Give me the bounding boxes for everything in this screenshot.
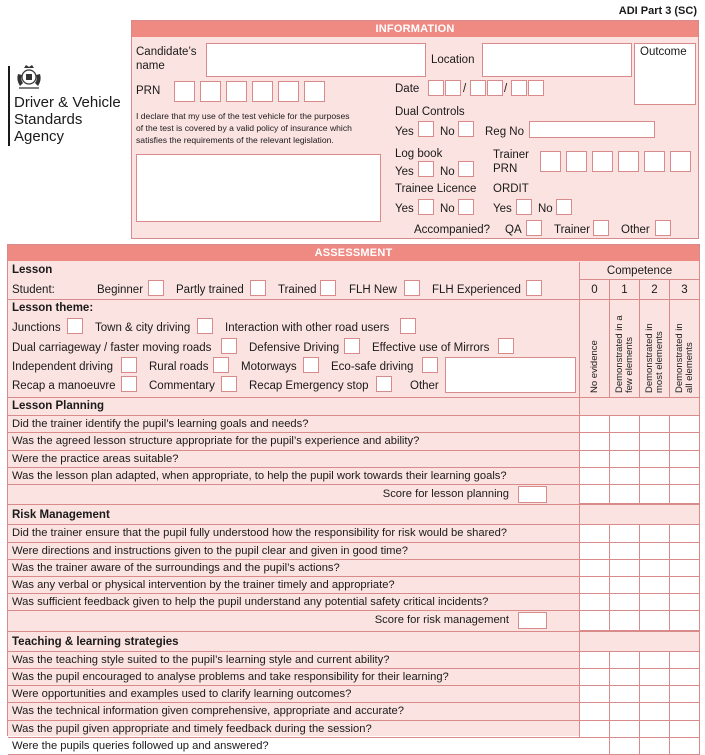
competence-desc-3a: Demonstrated in [674,323,685,393]
trainer-prn-digit-1[interactable] [540,151,561,172]
teaching-question: Was the pupil encouraged to analyse problems and take responsibility for their learning? [12,671,449,683]
theme-other-label: Other [410,380,439,392]
trainer-prn-digit-3[interactable] [592,151,613,172]
theme-independent-label: Independent driving [12,361,114,373]
teaching-score-cell-1[interactable] [610,738,640,755]
accompanied-trainer-checkbox[interactable] [593,220,609,236]
student-option-flh-new-label: FLH New [349,284,397,296]
risk-management-question: Did the trainer ensure that the pupil fully understood how the responsibility for risk would be shared? [12,527,508,540]
student-option-partly-trained-checkbox[interactable] [250,280,266,296]
lesson-planning-score-cell-3[interactable] [670,433,700,450]
theme-town-city-label: Town & city driving [95,322,191,334]
lesson-theme-label: Lesson theme: [12,302,94,314]
trainer-prn-digit-6[interactable] [670,151,691,172]
theme-commentary-checkbox[interactable] [221,376,237,392]
teaching-score-cell-3[interactable] [670,669,700,686]
risk-management-total-cell-1[interactable] [610,611,640,630]
agency-name-line3: Agency [14,128,65,145]
teaching-question: Were the pupils queries followed up and answered? [12,739,269,752]
risk-management-total-cell-2[interactable] [640,611,670,630]
lesson-planning-score-cell-0[interactable] [580,416,610,433]
risk-management-score-cell-3[interactable] [670,525,700,542]
theme-rural-checkbox[interactable] [213,357,229,373]
location-field[interactable] [482,43,632,77]
competence-desc-1a: Demonstrated in a [614,315,625,393]
lesson-planning-total-cell-1[interactable] [610,485,640,504]
student-option-flh-new-checkbox[interactable] [404,280,420,296]
risk-management-score-cell-0[interactable] [580,525,610,542]
theme-dual-carriageway-label: Dual carriageway / faster moving roads [12,342,212,354]
date-year-2[interactable] [528,80,544,96]
risk-management-score-cell-0[interactable] [580,594,610,611]
trainee-licence-yes-checkbox[interactable] [418,199,434,215]
teaching-score-cell-1[interactable] [610,703,640,720]
competence-score-2: 2 [651,284,658,296]
lesson-planning-score-cell-0[interactable] [580,433,610,450]
divider [609,279,610,397]
ordit-yes-label: Yes [493,203,512,215]
theme-junctions-checkbox[interactable] [67,318,83,334]
accompanied-label: Accompanied? [414,224,491,236]
theme-town-city-checkbox[interactable] [197,318,213,334]
theme-recap-emergency-label: Recap Emergency stop [249,380,369,392]
competence-desc-2a: Demonstrated in [644,323,655,393]
student-option-beginner-checkbox[interactable] [148,280,164,296]
lesson-planning-score-cell-2[interactable] [640,451,670,468]
theme-recap-manoeuvre-label: Recap a manoeuvre [12,380,116,392]
outcome-label: Outcome [640,46,687,58]
trainee-licence-label: Trainee Licence [395,183,477,195]
dual-controls-no-label: No [440,126,455,138]
date-month-2[interactable] [487,80,503,96]
log-book-yes-label: Yes [395,166,414,178]
theme-interaction-checkbox[interactable] [400,318,416,334]
competence-score-3: 3 [681,284,688,296]
theme-mirrors-label: Effective use of Mirrors [372,342,490,354]
trainer-prn-label-2: PRN [493,163,518,175]
trainer-prn-digit-5[interactable] [644,151,665,172]
risk-management-question: Was any verbal or physical intervention by the trainer timely and appropriate? [12,579,395,591]
risk-management-score-cell-0[interactable] [580,543,610,560]
risk-management-score-total-field[interactable] [518,612,547,629]
accompanied-trainer-label: Trainer [554,224,590,236]
assessment-header: ASSESSMENT [8,245,699,261]
date-day-1[interactable] [428,80,444,96]
date-label: Date [395,83,420,95]
dual-controls-no-checkbox[interactable] [458,121,474,137]
teaching-score-cell-3[interactable] [670,721,700,738]
lesson-planning-score-cell-2[interactable] [640,416,670,433]
lesson-planning-question: Was the lesson plan adapted, when appropriate, to help the pupil work towards their learning goals? [12,469,507,482]
lesson-planning-score-cell-2[interactable] [640,468,670,485]
teaching-score-cell-3[interactable] [670,738,700,755]
dual-controls-yes-label: Yes [395,126,414,138]
accompanied-qa-checkbox[interactable] [526,220,542,236]
ordit-no-label: No [538,203,553,215]
risk-management-score-cell-3[interactable] [670,543,700,560]
lesson-label: Lesson [12,264,53,276]
teaching-score-cell-3[interactable] [670,703,700,720]
date-year-1[interactable] [511,80,527,96]
teaching-score-cell-2[interactable] [640,738,670,755]
location-label: Location [431,54,475,66]
theme-independent-checkbox[interactable] [121,357,137,373]
declaration-line-3: satisfies the requirements of the relevant legislation. [136,135,334,145]
student-option-trained-label: Trained [278,284,317,296]
teaching-score-cell-0[interactable] [580,738,610,755]
risk-management-score-cell-2[interactable] [640,577,670,594]
theme-rural-label: Rural roads [149,361,209,373]
trainer-prn-digit-2[interactable] [566,151,587,172]
risk-management-score-cell-1[interactable] [610,577,640,594]
competence-score-0: 0 [591,284,598,296]
teaching-score-cell-1[interactable] [610,669,640,686]
assessment-panel [7,244,700,752]
theme-eco-checkbox[interactable] [422,357,438,373]
lesson-planning-score-cell-1[interactable] [610,433,640,450]
lesson-planning-score-cell-0[interactable] [580,468,610,485]
log-book-label: Log book [395,148,443,160]
date-month-1[interactable] [470,80,486,96]
lesson-planning-score-cell-1[interactable] [610,416,640,433]
theme-eco-label: Eco-safe driving [331,361,414,373]
lesson-planning-score-cell-0[interactable] [580,451,610,468]
trainee-licence-no-label: No [440,203,455,215]
theme-motorways-checkbox[interactable] [303,357,319,373]
lesson-planning-score-cell-1[interactable] [610,468,640,485]
accompanied-qa-label: QA [505,224,522,236]
teaching-score-cell-2[interactable] [640,652,670,669]
ordit-yes-checkbox[interactable] [516,199,532,215]
date-separator: / [504,83,508,95]
risk-management-score-cell-3[interactable] [670,577,700,594]
student-option-beginner-label: Beginner [97,284,144,296]
lesson-planning-score-cell-3[interactable] [670,451,700,468]
ordit-no-checkbox[interactable] [556,199,572,215]
risk-management-score-cell-2[interactable] [640,560,670,577]
student-option-flh-experienced-label: FLH Experienced [432,284,521,296]
lesson-planning-score-label: Score for lesson planning [382,488,509,500]
prn-digit-6[interactable] [304,81,325,102]
risk-management-total-cell-3[interactable] [670,611,700,630]
date-separator: / [463,83,467,95]
risk-management-score-cell-1[interactable] [610,543,640,560]
teaching-score-cell-0[interactable] [580,721,610,738]
teaching-score-cell-1[interactable] [610,652,640,669]
teaching-title: Teaching & learning strategies [12,635,179,648]
risk-management-question: Was sufficient feedback given to help the pupil understand any potential safety critical incidents? [12,596,489,609]
theme-motorways-label: Motorways [241,361,297,373]
divider [8,484,580,485]
crest-icon [14,64,44,90]
agency-name-line1: Driver & Vehicle [14,94,121,111]
theme-other-field[interactable] [445,357,576,393]
candidate-name-field[interactable] [206,43,426,77]
log-book-no-label: No [440,166,455,178]
declaration-line-1: I declare that my use of the test vehicle for the purposes [136,111,350,121]
student-option-flh-experienced-checkbox[interactable] [526,280,542,296]
risk-management-score-cell-2[interactable] [640,594,670,611]
theme-interaction-label: Interaction with other road users [225,322,390,334]
competence-desc-2b: most elements [654,331,665,393]
accompanied-other-label: Other [621,224,650,236]
theme-junctions-label: Junctions [12,322,61,334]
prn-digit-4[interactable] [252,81,273,102]
divider [8,504,700,505]
risk-management-score-cell-0[interactable] [580,560,610,577]
competence-score-1: 1 [621,284,628,296]
competence-desc-3b: all elements [684,342,695,393]
lesson-planning-title: Lesson Planning [12,400,105,412]
student-label: Student: [12,284,55,296]
lesson-planning-question: Were the practice areas suitable? [12,452,179,465]
divider [8,610,580,611]
teaching-score-cell-0[interactable] [580,669,610,686]
theme-recap-emergency-checkbox[interactable] [376,376,392,392]
risk-management-total-cell-0[interactable] [580,611,610,630]
information-panel [131,20,699,239]
accompanied-other-checkbox[interactable] [655,220,671,236]
teaching-question: Was the pupil given appropriate and timely feedback during the session? [12,722,372,735]
risk-management-score-cell-1[interactable] [610,594,640,611]
teaching-score-cell-0[interactable] [580,703,610,720]
risk-management-score-cell-3[interactable] [670,560,700,577]
divider [8,631,700,632]
risk-management-score-cell-1[interactable] [610,560,640,577]
declaration-line-2: of the test is covered by a valid policy of insurance which [136,123,352,133]
lesson-planning-total-cell-3[interactable] [670,485,700,504]
information-header: INFORMATION [132,21,698,37]
teaching-score-cell-0[interactable] [580,686,610,703]
theme-defensive-label: Defensive Driving [249,342,340,354]
log-book-no-checkbox[interactable] [458,161,474,177]
risk-management-question: Was the trainer aware of the surroundings and the pupil’s actions? [12,561,340,574]
reg-no-field[interactable] [529,121,655,138]
dual-controls-yes-checkbox[interactable] [418,121,434,137]
candidate-name-label-2: name [136,60,165,72]
trainee-licence-no-checkbox[interactable] [458,199,474,215]
candidate-name-label: Candidate’s [136,46,197,58]
ordit-label: ORDIT [493,183,529,195]
divider [639,279,640,397]
competence-desc-0: No evidence [589,340,600,393]
theme-dual-carriageway-checkbox[interactable] [221,338,237,354]
trainer-prn-label: Trainer [493,149,529,161]
risk-management-score-cell-3[interactable] [670,594,700,611]
reg-no-label: Reg No [485,126,524,138]
risk-management-score-cell-2[interactable] [640,543,670,560]
lesson-planning-total-cell-2[interactable] [640,485,670,504]
signature-field[interactable] [136,154,381,222]
teaching-score-cell-2[interactable] [640,686,670,703]
risk-management-score-label: Score for risk management [374,614,509,627]
teaching-score-cell-2[interactable] [640,669,670,686]
lesson-planning-score-cell-2[interactable] [640,433,670,450]
logo-rule [8,66,10,146]
lesson-planning-question: Was the agreed lesson structure appropriate for the pupil’s experience and ability? [12,435,420,448]
teaching-question: Was the technical information given comprehensive, appropriate and accurate? [12,705,404,718]
prn-digit-1[interactable] [174,81,195,102]
prn-label: PRN [136,85,161,97]
trainer-prn-digit-4[interactable] [618,151,639,172]
theme-commentary-label: Commentary [149,380,215,392]
teaching-question: Were opportunities and examples used to clarify learning outcomes? [12,688,352,701]
risk-management-score-cell-1[interactable] [610,525,640,542]
theme-defensive-checkbox[interactable] [344,338,360,354]
divider [8,299,579,300]
prn-digit-2[interactable] [200,81,221,102]
agency-name-line2: Standards [14,111,83,128]
teaching-question: Was the teaching style suited to the pupil’s learning style and current ability? [12,653,390,666]
theme-recap-manoeuvre-checkbox[interactable] [121,376,137,392]
risk-management-question: Were directions and instructions given to the pupil clear and given in good time? [12,544,408,557]
teaching-score-cell-3[interactable] [670,652,700,669]
teaching-score-cell-3[interactable] [670,686,700,703]
lesson-planning-score-cell-3[interactable] [670,468,700,485]
student-option-trained-checkbox[interactable] [320,280,336,296]
form-reference: ADI Part 3 (SC) [618,5,697,17]
lesson-planning-score-cell-1[interactable] [610,451,640,468]
competence-label: Competence [606,265,673,277]
teaching-score-cell-1[interactable] [610,721,640,738]
lesson-planning-score-cell-3[interactable] [670,416,700,433]
lesson-planning-score-total-field[interactable] [518,486,547,503]
risk-management-score-cell-0[interactable] [580,577,610,594]
divider [669,279,670,397]
teaching-score-cell-2[interactable] [640,721,670,738]
teaching-score-cell-0[interactable] [580,652,610,669]
dual-controls-label: Dual Controls [395,106,465,118]
teaching-score-cell-2[interactable] [640,703,670,720]
log-book-yes-checkbox[interactable] [418,161,434,177]
risk-management-score-cell-2[interactable] [640,525,670,542]
prn-digit-3[interactable] [226,81,247,102]
prn-digit-5[interactable] [278,81,299,102]
theme-mirrors-checkbox[interactable] [498,338,514,354]
lesson-planning-total-cell-0[interactable] [580,485,610,504]
risk-management-title: Risk Management [12,509,110,522]
competence-desc-1b: few elements [624,337,635,393]
divider [8,397,700,398]
lesson-planning-question: Did the trainer identify the pupil’s learning goals and needs? [12,418,309,431]
trainee-licence-yes-label: Yes [395,203,414,215]
teaching-score-cell-1[interactable] [610,686,640,703]
student-option-partly-trained-label: Partly trained [176,284,244,296]
date-day-2[interactable] [445,80,461,96]
